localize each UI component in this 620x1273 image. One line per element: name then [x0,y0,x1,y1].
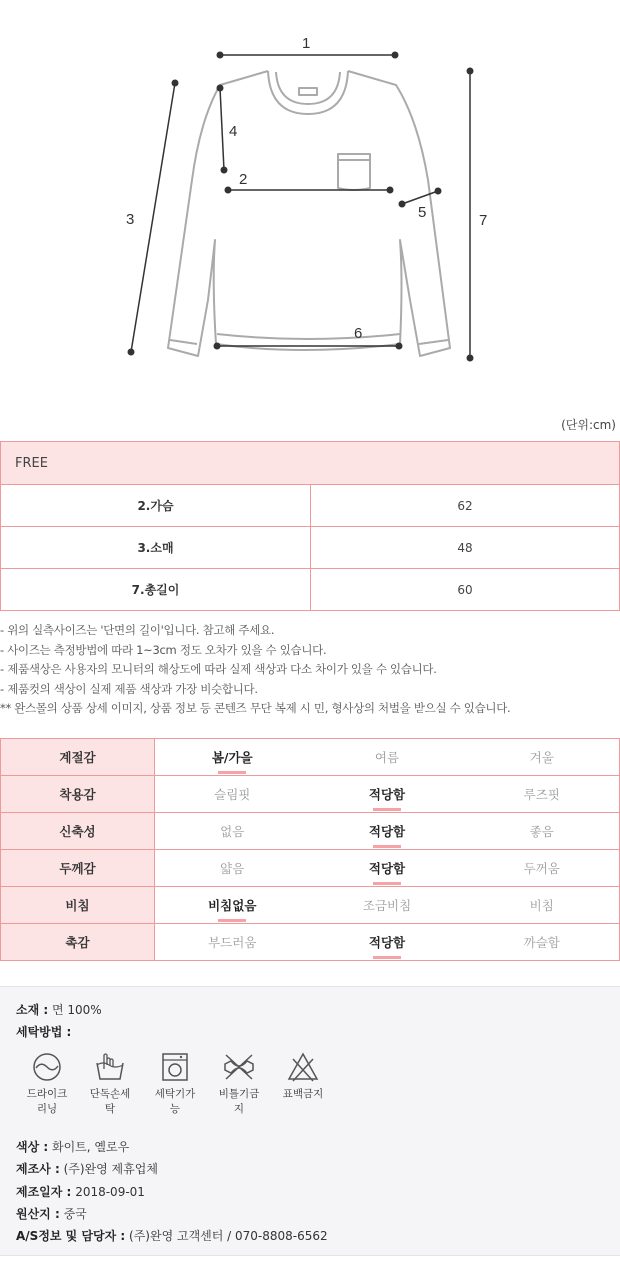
size-table-header-row [1,442,620,485]
no-bleach-icon-item: 표백금지 [273,1051,333,1102]
feel-option: 부드러움 [155,924,310,961]
feel-option: 루즈핏 [465,776,620,813]
unit-label: (단위:cm) [561,418,616,432]
label-2: 2 [239,171,248,188]
feel-row-sheer [1,887,620,924]
feel-option: 까슬함 [465,924,620,961]
label-1: 1 [302,35,311,52]
material-row: 소재 : 면 100% [16,1003,102,1017]
color-row: 색상 : 화이트, 옐로우 [16,1140,130,1154]
no-bleach-icon [287,1051,319,1083]
feel-option: 비침없음 [155,887,310,924]
note-line: - 제품컷의 색상이 실제 제품 색상과 가장 비슷합니다. [0,681,258,696]
label-7: 7 [479,212,488,229]
feel-option: 봄/가을 [155,739,310,776]
feel-row-texture [1,924,620,961]
label-3: 3 [126,211,135,228]
dry-clean-icon-item: 드라이크 리닝 [17,1051,77,1117]
size-diagram [0,0,620,410]
note-line: - 위의 실측사이즈는 '단면의 길이'입니다. 참고해 주세요. [0,623,275,637]
label-4: 4 [229,123,238,140]
feel-category: 착용감 [1,776,155,813]
feel-category: 신축성 [1,813,155,850]
size-row [1,527,620,569]
feel-row-season [1,739,620,776]
feel-category: 비침 [1,887,155,924]
feel-option: 겨울 [465,739,620,776]
size-label: 2.가슴 [1,485,311,527]
feel-option: 얇음 [155,850,310,887]
feel-option: 적당함 [310,850,465,887]
dry-clean-icon [31,1051,63,1083]
feel-option: 없음 [155,813,310,850]
no-wring-icon [222,1051,256,1083]
size-value: 48 [311,527,620,569]
fit-feel-table [0,738,620,961]
feel-option: 좋음 [465,813,620,850]
sweater-outline [168,71,450,356]
washing-machine-icon [159,1051,191,1083]
size-header: FREE [1,442,620,485]
feel-option: 두꺼움 [465,850,620,887]
feel-row-stretch [1,813,620,850]
washing-machine-icon-item: 세탁기가 능 [145,1051,205,1117]
feel-row-fit [1,776,620,813]
size-value: 62 [311,485,620,527]
size-label: 3.소매 [1,527,311,569]
feel-option: 조금비침 [310,887,465,924]
size-row [1,569,620,611]
label-5: 5 [418,204,427,221]
note-line: - 사이즈는 측정방법에 따라 1~3cm 정도 오차가 있을 수 있습니다. [0,642,327,657]
feel-category: 촉감 [1,924,155,961]
date-row: 제조일자 : 2018-09-01 [16,1185,145,1199]
size-row [1,485,620,527]
size-table [0,441,620,611]
feel-option: 적당함 [310,924,465,961]
feel-category: 계절감 [1,739,155,776]
feel-option: 슬림핏 [155,776,310,813]
wash-label: 세탁방법 : [16,1025,72,1039]
feel-category: 두께감 [1,850,155,887]
size-notes [0,621,510,719]
note-line: - 제품색상은 사용자의 모니터의 해상도에 따라 실제 색상과 다소 차이가 있을 수 있습니다. [0,662,437,676]
feel-option: 적당함 [310,813,465,850]
maker-row: 제조사 : (주)완영 제휴업체 [16,1162,158,1176]
size-value: 60 [311,569,620,611]
no-wring-icon-item: 비틀기금 지 [209,1051,269,1117]
feel-option: 여름 [310,739,465,776]
product-info-panel [0,986,620,1256]
hand-wash-icon [94,1051,126,1083]
origin-row: 원산지 : 중국 [16,1207,87,1221]
hand-wash-icon-item: 단독손세 탁 [80,1051,140,1117]
label-6: 6 [354,325,363,342]
feel-row-thickness [1,850,620,887]
size-label: 7.총길이 [1,569,311,611]
note-line: ** 완스몰의 상품 상세 이미지, 상품 정보 등 콘텐즈 무단 복제 시 민, 형사상의 처벌을 받으실 수 있습니다. [0,701,511,715]
feel-option: 적당함 [310,776,465,813]
feel-option: 비침 [465,887,620,924]
as-info-row: A/S정보 및 담당자 : (주)완영 고객센터 / 070-8808-6562 [16,1229,328,1243]
